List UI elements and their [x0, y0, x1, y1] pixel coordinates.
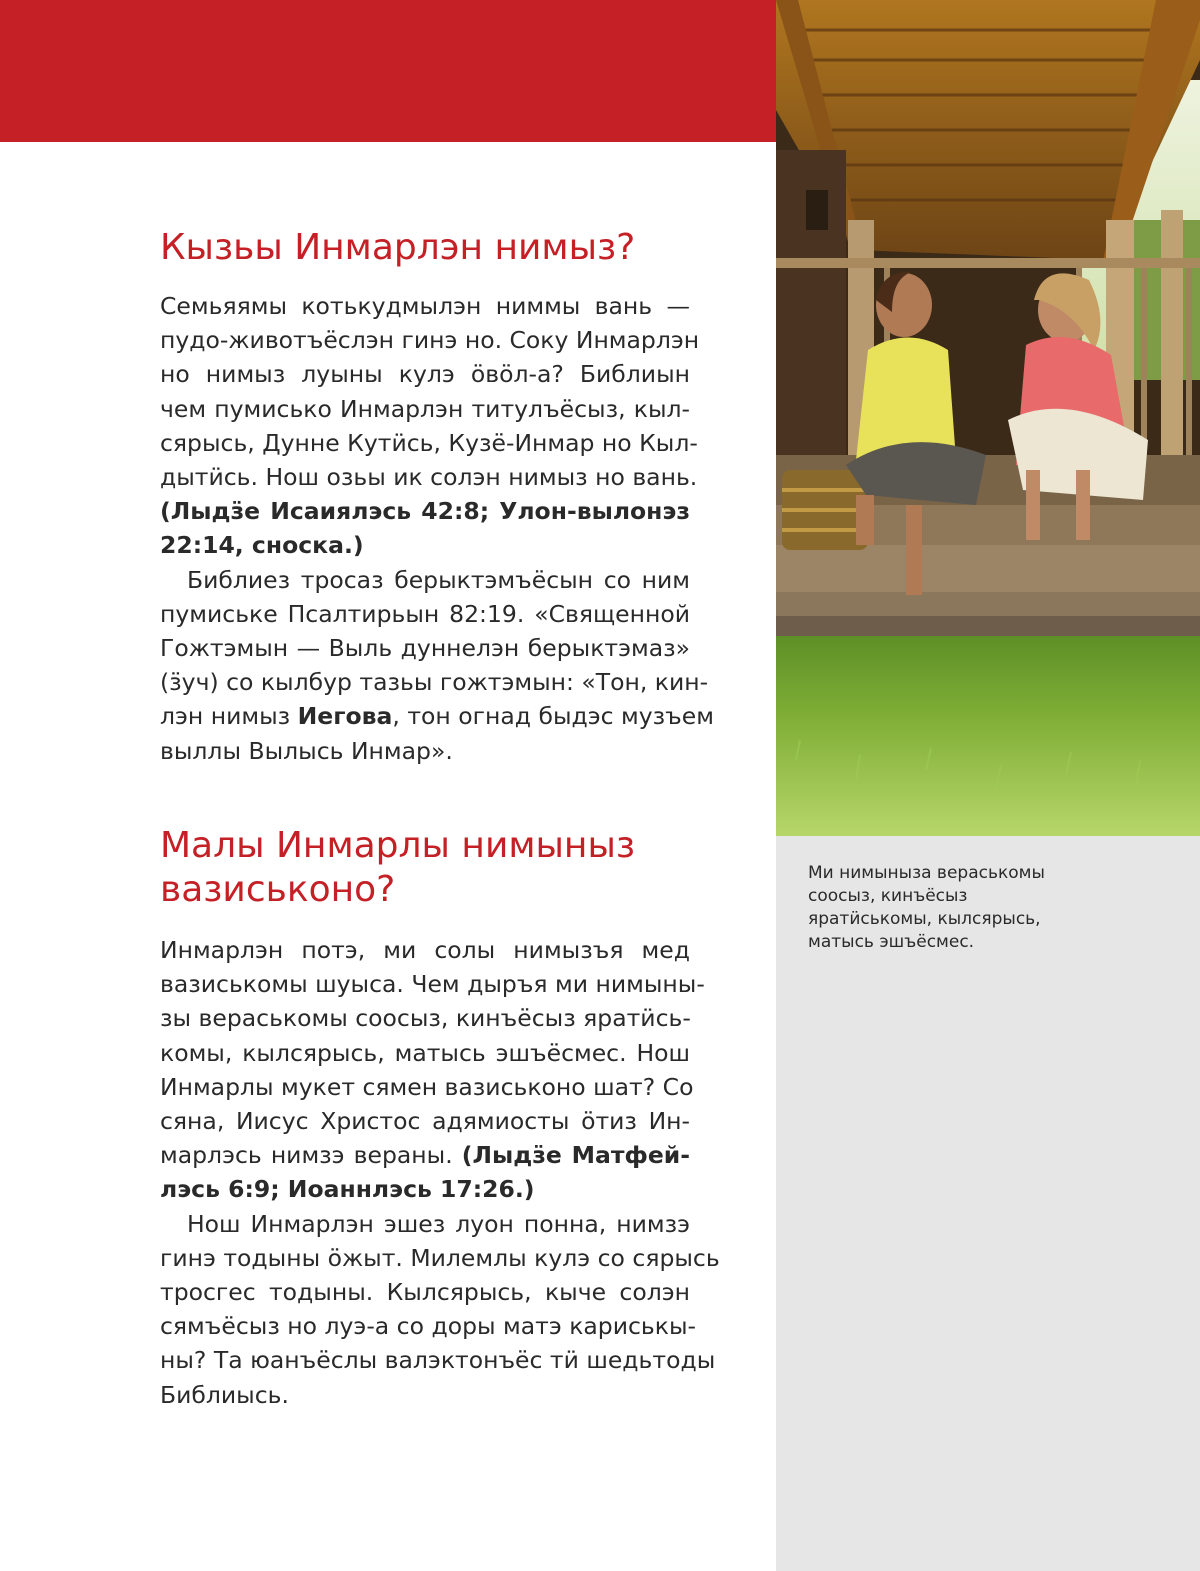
heading-text: Кызьы Инмарлэн нимыз?	[160, 227, 636, 268]
text-run: , тон огнад быдэс музъем	[392, 702, 714, 731]
text-line: гинэ тодыны ӧжыт. Милемлы кулэ со сярысь	[160, 1243, 720, 1272]
caption-line: Ми нимыныза вераськомы	[808, 863, 1045, 883]
photo-caption	[808, 862, 1078, 954]
text-line: (ӟуч) со кылбур тазьы гожтэмын: «Тон, кин-	[160, 668, 709, 697]
header-red-band	[0, 0, 776, 142]
text-line	[160, 699, 714, 733]
section2-body	[160, 933, 720, 1412]
text-line: выллы Вылысь Инмар».	[160, 736, 453, 765]
text-line: но нимыз луыны кулэ ӧвӧл-а? Библиын	[160, 360, 690, 389]
text-line: сярысь, Дунне Кутӥсь, Кузё-Инмар но Кыл-	[160, 428, 698, 457]
text-line: ны? Та юанъёслы валэктонъёс тӥ шедьтоды	[160, 1346, 716, 1375]
text-run: лэн нимыз	[160, 702, 298, 731]
caption-line: соосыз, кинъёсыз	[808, 886, 968, 906]
section-heading-why-use-name	[160, 824, 635, 912]
text-line: тросгес тодыны. Кылсярысь, кыче солэн	[160, 1278, 690, 1307]
text-line: зы вераськомы соосыз, кинъёсыз яратӥсь-	[160, 1004, 691, 1033]
text-line	[160, 1138, 690, 1172]
text-line: Нош Инмарлэн эшез луон понна, нимзэ	[187, 1209, 690, 1238]
heading-text: Малы Инмарлы нимыныз	[160, 825, 636, 866]
heading-text: вазиськоно?	[160, 869, 396, 910]
scripture-reference: (Лыдӟе Матфей-	[461, 1141, 690, 1170]
photo-two-women-on-porch	[776, 0, 1200, 836]
caption-line: матысь эшъёсмес.	[808, 932, 975, 952]
divine-name: Иегова	[297, 702, 393, 731]
text-line: пумиське Псалтирьын 82:19. «Священной	[160, 599, 690, 628]
text-line: сяна, Иисус Христос адямиосты ӧтиз Ин-	[160, 1107, 690, 1136]
text-line: Гожтэмын — Выль дуннелэн берыктэмаз»	[160, 634, 690, 663]
text-line: дытӥсь. Нош озьы ик солэн нимыз но вань.	[160, 463, 698, 492]
text-line: пудо-животъёслэн гинэ но. Соку Инмарлэн	[160, 326, 700, 355]
section1-body	[160, 289, 714, 768]
text-line: сямъёсыз но луэ-а со доры матэ кариськы-	[160, 1312, 696, 1341]
text-line: Инмарлэн потэ, ми солы нимызъя мед	[160, 936, 690, 964]
text-line: Библиысь.	[160, 1380, 289, 1409]
text-line: Библиез тросаз берыктэмъёсын со ним	[187, 565, 690, 594]
caption-line: яратӥськомы, кылсярысь,	[808, 909, 1041, 929]
text-line: комы, кылсярысь, матысь эшъёсмес. Нош	[160, 1038, 690, 1067]
text-run: марлэсь нимзэ вераны.	[160, 1141, 462, 1170]
scripture-reference: (Лыдӟе Исаиялэсь 42:8; Улон-вылонэз	[160, 497, 690, 526]
text-line: Инмарлы мукет сямен вазиськоно шат? Со	[160, 1072, 694, 1101]
scripture-reference: лэсь 6:9; Иоаннлэсь 17:26.)	[160, 1175, 535, 1204]
text-line: вазиськомы шуыса. Чем дыръя ми нимыны-	[160, 970, 705, 999]
text-line: Семьяямы котькудмылэн ниммы вань —	[160, 292, 690, 320]
text-line: чем пумисько Инмарлэн титулъёсыз, кыл-	[160, 394, 690, 423]
section-heading-name	[160, 226, 635, 270]
scripture-reference: 22:14, сноска.)	[160, 531, 364, 560]
